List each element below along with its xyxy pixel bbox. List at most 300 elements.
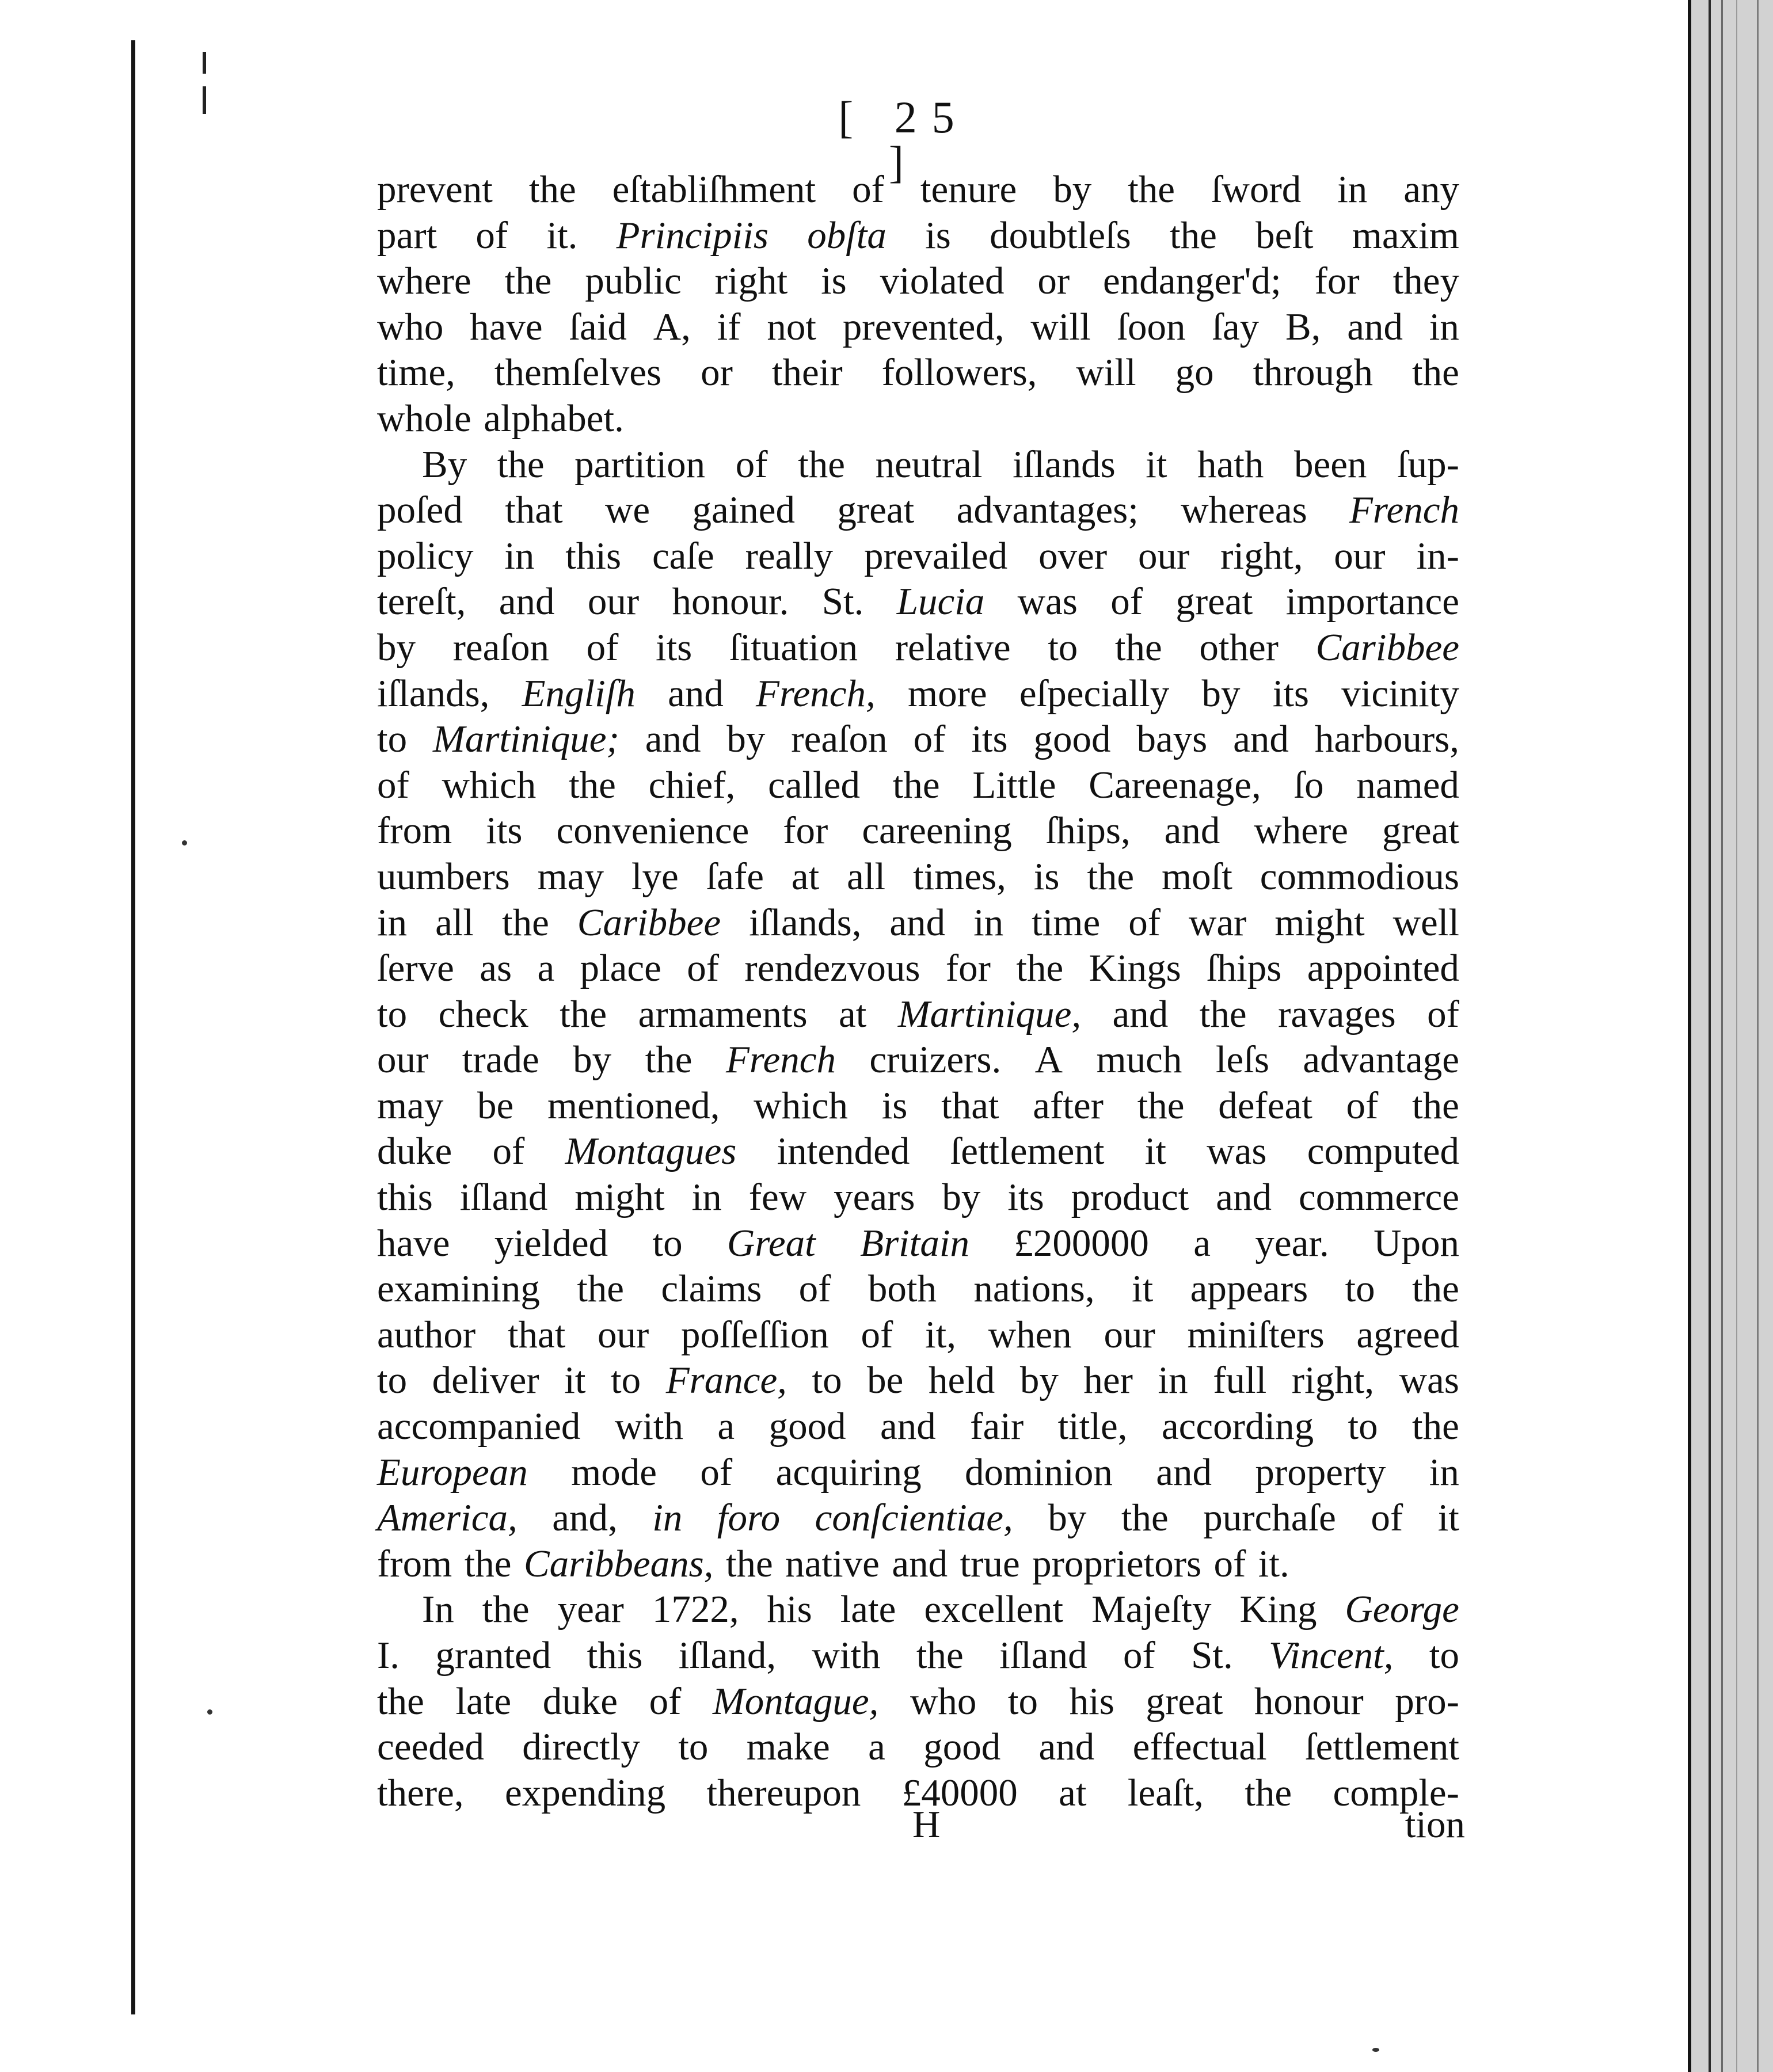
word: a — [1193, 1221, 1211, 1264]
word: its — [971, 718, 1008, 761]
word: advantages; — [956, 489, 1139, 532]
word: or — [701, 351, 733, 394]
word: King — [1239, 1588, 1317, 1631]
word: purchaſe — [1203, 1496, 1336, 1540]
word: iſland, — [678, 1634, 777, 1677]
word: directly — [522, 1726, 640, 1769]
word: public — [585, 260, 682, 303]
scan-edge-left — [131, 40, 135, 2014]
word: her — [1083, 1359, 1133, 1402]
word: have — [377, 1221, 450, 1264]
word: themſelves — [494, 351, 662, 394]
word: in — [504, 534, 535, 577]
word: commerce — [1298, 1176, 1459, 1219]
word: of — [492, 1130, 525, 1173]
word: in — [1337, 168, 1368, 211]
word: from — [377, 809, 452, 852]
word: place — [580, 947, 661, 990]
word: in — [1429, 305, 1459, 348]
word: a — [868, 1726, 885, 1769]
word: of — [735, 443, 768, 486]
word: cruizers. — [869, 1038, 1002, 1081]
italic-word: Caribbeans, — [523, 1542, 714, 1585]
page-edge-line — [1709, 0, 1711, 2072]
text-line — [377, 808, 1459, 854]
word: that — [505, 489, 563, 532]
text-line — [377, 1679, 1459, 1725]
word: iſland — [459, 1176, 548, 1219]
word: our — [598, 1313, 649, 1356]
word: endanger'd; — [1103, 260, 1281, 303]
page-edge-line — [1688, 0, 1691, 2072]
word: computed — [1307, 1130, 1459, 1173]
word: of — [649, 1679, 682, 1723]
word: fair — [970, 1405, 1024, 1448]
word: be — [867, 1359, 904, 1402]
word: and — [1347, 305, 1403, 348]
text-line — [377, 946, 1459, 992]
word: gained — [692, 489, 796, 532]
word: ſword — [1211, 168, 1302, 211]
word: a — [717, 1405, 735, 1448]
word: this — [377, 1176, 433, 1219]
word: the — [1412, 1405, 1459, 1448]
word: by — [573, 1038, 612, 1081]
word: partition — [574, 443, 706, 486]
word: make — [746, 1726, 830, 1769]
text-line — [377, 1495, 1459, 1541]
text-line — [377, 1358, 1459, 1404]
word: tereſt, — [377, 580, 466, 623]
word: part — [377, 214, 437, 257]
word: more — [908, 672, 987, 715]
page-number: [ 25 ] — [838, 92, 969, 187]
word: 1722, — [652, 1588, 739, 1631]
word: ſhips — [1207, 947, 1282, 990]
word: the — [1121, 1496, 1169, 1540]
word: reaſon — [452, 626, 549, 669]
text-line — [377, 1221, 1459, 1267]
word: the — [892, 763, 940, 806]
word: mentioned, — [547, 1084, 720, 1127]
word: policy — [377, 534, 474, 577]
word: there, — [377, 1771, 464, 1814]
word: its — [1272, 672, 1310, 715]
italic-word: Lucia — [896, 580, 985, 623]
word: times, — [912, 855, 1006, 898]
word: our — [377, 1038, 429, 1081]
word: great — [1146, 1679, 1223, 1723]
word: eſtabliſhment — [612, 168, 816, 211]
word: the — [1169, 214, 1217, 257]
word: the — [1412, 1084, 1459, 1127]
word: the — [1016, 947, 1064, 990]
word: nations, — [973, 1267, 1095, 1311]
word: have — [470, 305, 543, 348]
word: time — [1032, 901, 1101, 944]
word: the — [528, 168, 576, 211]
word: years — [834, 1176, 915, 1219]
word: ſay — [1212, 305, 1260, 348]
word: of — [1123, 1634, 1155, 1677]
word: convenience — [556, 809, 749, 852]
text-line — [377, 396, 1459, 442]
word: of — [700, 1450, 733, 1494]
word: good — [923, 1726, 1001, 1769]
word: the — [1114, 626, 1162, 669]
text-line — [377, 1404, 1459, 1450]
italic-word: in — [652, 1496, 683, 1540]
word: of — [1427, 992, 1459, 1035]
text-line — [377, 717, 1459, 763]
word: was — [1017, 580, 1078, 623]
word: in — [377, 901, 408, 944]
text-line — [377, 1541, 1459, 1587]
word: to — [1007, 1679, 1038, 1723]
word: as — [480, 947, 512, 990]
word: doubtleſs — [990, 214, 1131, 257]
word: uumbers — [377, 855, 510, 898]
word: honour — [1254, 1679, 1364, 1723]
word: and — [1164, 809, 1220, 852]
word: neutral — [875, 443, 983, 486]
word: duke — [542, 1679, 618, 1723]
word: really — [745, 534, 834, 577]
text-line — [377, 579, 1459, 625]
word: will — [1076, 351, 1136, 394]
word: it — [1144, 1130, 1166, 1173]
word: year — [557, 1588, 624, 1631]
text-line — [377, 1037, 1459, 1083]
word: product — [1071, 1176, 1189, 1219]
word: and — [1233, 718, 1289, 761]
scan-mark — [203, 86, 206, 114]
word: with — [812, 1634, 881, 1677]
italic-word: Vincent, — [1269, 1634, 1394, 1677]
word: it, — [925, 1313, 956, 1356]
word: true — [960, 1542, 1020, 1585]
word: from — [377, 1542, 452, 1585]
word: much — [1096, 1038, 1182, 1081]
word: of — [852, 168, 884, 211]
word: by — [1053, 168, 1092, 211]
word: duke — [377, 1130, 452, 1173]
italic-word: conſcientiae, — [815, 1496, 1013, 1540]
word: called — [768, 763, 861, 806]
word: the — [1412, 1267, 1459, 1311]
word: in — [1158, 1359, 1188, 1402]
word: and — [1216, 1176, 1272, 1219]
word: is — [881, 1084, 908, 1127]
word: beſt — [1255, 214, 1314, 257]
word: prevailed — [863, 534, 1008, 577]
word: to — [377, 718, 408, 761]
word: is — [925, 214, 951, 257]
word: if — [717, 305, 741, 348]
word: and — [1112, 992, 1169, 1035]
word: in — [691, 1176, 722, 1219]
word: Majeſty — [1091, 1588, 1212, 1631]
word: of — [1346, 1084, 1379, 1127]
word: of — [475, 214, 508, 257]
word: all — [847, 855, 886, 898]
text-line — [377, 1312, 1459, 1358]
word: might — [574, 1176, 665, 1219]
word: appointed — [1307, 947, 1459, 990]
word: be — [477, 1084, 514, 1127]
word: rendezvous — [744, 947, 920, 990]
word: been — [1293, 443, 1367, 486]
word: and, — [552, 1496, 618, 1540]
text-line — [377, 213, 1459, 259]
catchword: tion — [1405, 1803, 1465, 1846]
word: thereupon — [706, 1771, 861, 1814]
word: property — [1255, 1450, 1386, 1494]
word: the — [560, 992, 607, 1035]
text-line — [377, 854, 1459, 900]
word: comple- — [1333, 1771, 1459, 1814]
word: lye — [631, 855, 679, 898]
word: chief, — [648, 763, 736, 806]
word: it — [1146, 443, 1167, 486]
word: iſlands, — [377, 672, 490, 715]
word: it. — [546, 214, 578, 257]
text-line — [377, 1175, 1459, 1221]
word: to — [611, 1359, 641, 1402]
word: where — [377, 260, 471, 303]
word: his — [767, 1588, 812, 1631]
word: by — [942, 1176, 981, 1219]
text-line — [377, 763, 1459, 809]
word: that — [507, 1313, 566, 1356]
word: In — [422, 1588, 454, 1631]
word: the — [645, 1038, 693, 1081]
word: armaments — [638, 992, 808, 1035]
word: by — [726, 718, 766, 761]
word: the — [1087, 855, 1135, 898]
word: they — [1392, 260, 1459, 303]
word: leaſt, — [1127, 1771, 1204, 1814]
word: deliver — [432, 1359, 539, 1402]
word: well — [1392, 901, 1459, 944]
word: to — [652, 1221, 683, 1264]
word: of — [687, 947, 720, 990]
word: ravages — [1278, 992, 1396, 1035]
word: great — [1175, 580, 1253, 623]
word: its — [486, 809, 523, 852]
word: and — [1038, 1726, 1095, 1769]
word: maxim — [1352, 214, 1459, 257]
word: our — [1334, 534, 1386, 577]
word: B, — [1285, 305, 1321, 348]
italic-word: Principiis — [616, 214, 768, 257]
text-line — [377, 1633, 1459, 1679]
word: ſup- — [1397, 443, 1459, 486]
word: trade — [462, 1038, 539, 1081]
word: which — [442, 763, 537, 806]
word: over — [1038, 534, 1108, 577]
word: ſaid — [569, 305, 627, 348]
word: I. — [377, 1634, 400, 1677]
word: the — [377, 1679, 424, 1723]
word: all — [435, 901, 474, 944]
word: with — [614, 1405, 683, 1448]
page-edge-line — [1757, 0, 1759, 2072]
word: careening — [862, 809, 1012, 852]
word: poſſeſſion — [681, 1313, 829, 1356]
word: expending — [505, 1771, 666, 1814]
word: the — [497, 443, 545, 486]
word: it — [1437, 1496, 1459, 1540]
word: to — [1345, 1267, 1375, 1311]
word: by — [1048, 1496, 1087, 1540]
scan-speck — [207, 1709, 212, 1715]
text-line — [377, 258, 1459, 304]
word: ſettlement — [950, 1130, 1105, 1173]
word: will — [1030, 305, 1091, 348]
word: named — [1356, 763, 1459, 806]
word: which — [754, 1084, 848, 1127]
word: accompanied — [377, 1405, 581, 1448]
word: whereas — [1181, 489, 1307, 532]
word: other — [1199, 626, 1279, 669]
word: reaſon — [791, 718, 888, 761]
word: this — [587, 1634, 643, 1677]
word: to — [377, 1359, 408, 1402]
word: title, — [1057, 1405, 1128, 1448]
word: the — [1412, 351, 1459, 394]
text-line — [377, 487, 1459, 534]
word: iſlands — [1013, 443, 1116, 486]
word: may — [377, 1084, 444, 1127]
word: the — [504, 260, 552, 303]
word: and — [892, 1542, 948, 1585]
word: that — [941, 1084, 999, 1127]
text-line — [377, 671, 1459, 717]
word: who — [377, 305, 444, 348]
word: ſettlement — [1305, 1726, 1459, 1769]
word: and — [645, 718, 701, 761]
word: by — [1201, 672, 1241, 715]
text-line — [377, 442, 1459, 488]
word: ſafe — [706, 855, 764, 898]
word: was — [1207, 1130, 1267, 1173]
word: in — [1429, 1450, 1459, 1494]
word: for — [945, 947, 991, 990]
italic-word: Martinique, — [897, 992, 1082, 1035]
word: vicinity — [1341, 672, 1459, 715]
word: Kings — [1089, 947, 1181, 990]
italic-word: Martinique; — [433, 718, 619, 761]
word: caſe — [652, 534, 714, 577]
word: through — [1253, 351, 1373, 394]
word: the — [1199, 992, 1247, 1035]
word: acquiring — [775, 1450, 922, 1494]
word: where — [1254, 809, 1349, 852]
word: relative — [895, 626, 1011, 669]
text-line — [377, 1724, 1459, 1770]
word: our — [1138, 534, 1190, 577]
word: its — [655, 626, 693, 669]
word: and — [880, 1405, 936, 1448]
word: of — [913, 718, 946, 761]
word: check — [438, 992, 528, 1035]
italic-word: America, — [377, 1496, 518, 1540]
text-line — [377, 1450, 1459, 1496]
word: held — [928, 1359, 995, 1402]
word: might — [1274, 901, 1365, 944]
word: the — [1137, 1084, 1185, 1127]
word: excellent — [924, 1588, 1064, 1631]
word: after — [1033, 1084, 1104, 1127]
scan-mark — [203, 52, 206, 74]
scan-speck — [1372, 2048, 1379, 2052]
word: in — [973, 901, 1004, 944]
word: the — [501, 901, 549, 944]
word: harbours, — [1314, 718, 1459, 761]
italic-word: European — [377, 1450, 528, 1494]
word: dominion — [965, 1450, 1113, 1494]
text-line — [377, 350, 1459, 396]
word: ſo — [1293, 763, 1324, 806]
word: a — [537, 947, 555, 990]
word: £200000 — [1014, 1221, 1149, 1264]
word: the — [798, 443, 845, 486]
word: By — [422, 443, 467, 486]
word: to — [377, 992, 408, 1035]
italic-word: French, — [756, 672, 876, 715]
word: we — [604, 489, 650, 532]
word: of — [861, 1313, 893, 1356]
word: to — [1048, 626, 1078, 669]
word: granted — [435, 1634, 551, 1677]
text-line — [377, 534, 1459, 580]
word: of — [1371, 1496, 1403, 1540]
word: the — [482, 1588, 530, 1631]
word: at — [791, 855, 820, 898]
word: tenure — [920, 168, 1017, 211]
text-line — [377, 1083, 1459, 1129]
word: author — [377, 1313, 476, 1356]
word: its — [1007, 1176, 1044, 1219]
word: both — [868, 1267, 937, 1311]
text-line — [377, 900, 1459, 946]
word: pro- — [1395, 1679, 1459, 1723]
italic-word: Great — [726, 1221, 816, 1264]
word: honour. — [672, 580, 789, 623]
word: whole — [377, 397, 471, 440]
word: was — [1399, 1359, 1459, 1402]
word: by — [377, 626, 416, 669]
word: our — [1104, 1313, 1155, 1356]
word: good — [768, 1405, 846, 1448]
word: the — [1245, 1771, 1292, 1814]
word: St. — [1191, 1634, 1233, 1677]
word: the — [569, 763, 616, 806]
word: for — [1314, 260, 1360, 303]
italic-word: Engliſh — [522, 672, 636, 715]
word: time, — [377, 351, 455, 394]
word: A, — [653, 305, 691, 348]
word: to — [1348, 1405, 1378, 1448]
italic-word: Caribbee — [577, 901, 721, 944]
word: full — [1213, 1359, 1267, 1402]
word: at — [1059, 1771, 1087, 1814]
word: for — [783, 809, 828, 852]
word: iſland — [999, 1634, 1087, 1677]
word: Careenage, — [1089, 763, 1261, 806]
word: moſt — [1162, 855, 1232, 898]
